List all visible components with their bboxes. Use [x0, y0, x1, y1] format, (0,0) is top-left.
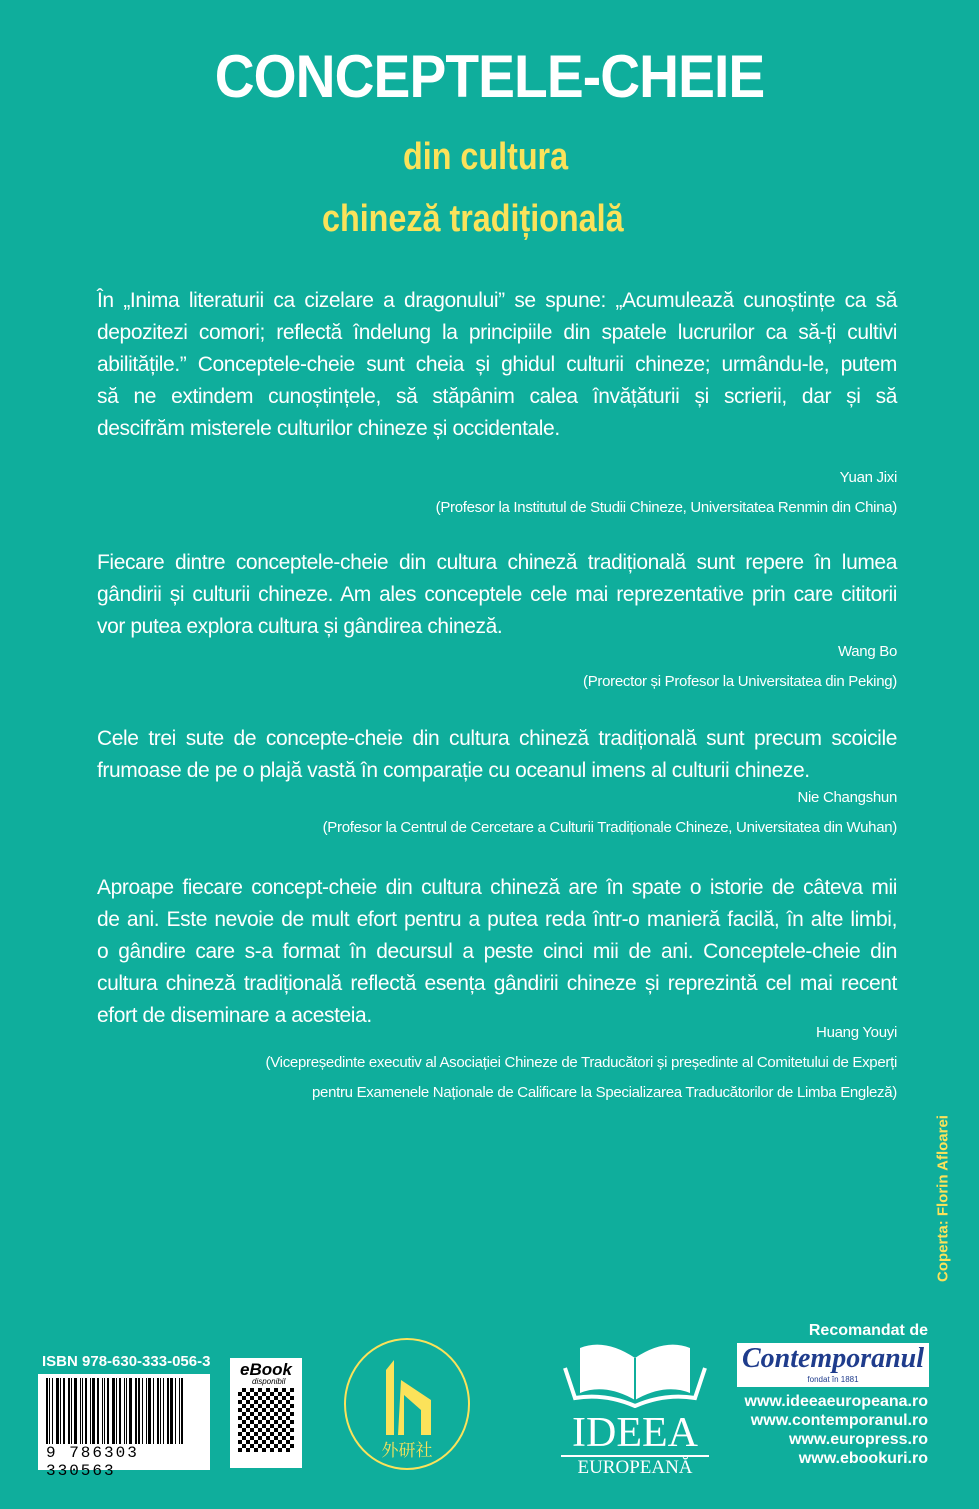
- quote-line: depozitezi comori; reflectă îndelung la principiile din spatele lucrurilor ca să-ți cultivi: [97, 321, 897, 344]
- barcode-bar: [80, 1378, 81, 1444]
- quote-line: frumoase de pe o plajă vastă în comparație cu oceanul imens al culturii chineze.: [97, 759, 810, 782]
- barcode-bar: [142, 1378, 143, 1444]
- barcode-bar: [63, 1378, 65, 1444]
- barcode-bars: [46, 1378, 202, 1444]
- contemporanul-logo: [737, 1343, 929, 1387]
- barcode-bar: [52, 1378, 53, 1444]
- barcode-bar: [102, 1378, 103, 1444]
- quote-line: Cele trei sute de concepte-cheie din cultura chineză tradițională sunt precum scoicile: [97, 727, 897, 750]
- quote-attribution: [266, 1018, 897, 1108]
- quote-line: Fiecare dintre conceptele-cheie din cultura chineză tradițională sunt repere în lumea: [97, 551, 897, 574]
- barcode-bar: [68, 1378, 70, 1444]
- barcode-bar: [148, 1378, 151, 1444]
- quote-line: Aproape fiecare concept-cheie din cultura chineză are în spate o istorie de câteva mii: [97, 876, 897, 899]
- barcode-bar: [179, 1378, 180, 1444]
- quote-attribution: [323, 783, 897, 843]
- quote-line: descifrăm misterele culturilor chineze și occidentale.: [97, 417, 560, 440]
- author-role: (Profesor la Institutul de Studii Chineze, Universitatea Renmin din China): [435, 499, 897, 516]
- barcode-bar: [170, 1378, 173, 1444]
- isbn: ISBN 978-630-333-056-3: [42, 1353, 211, 1370]
- barcode: [38, 1374, 210, 1480]
- url-link[interactable]: www.ebookuri.ro: [798, 1450, 928, 1467]
- barcode-bar: [129, 1378, 132, 1444]
- quote-line: cultura chineză tradițională reflectă esența gândirii chineze și reprezintă cel mai recent: [97, 972, 897, 995]
- quote-line: gândirii și culturii chineze. Am ales conceptele cele mai reprezentative prin care cititorii: [97, 583, 897, 606]
- barcode-bar: [92, 1378, 95, 1444]
- author-role: pentru Examenele Naționale de Calificare la Specializarea Traducătorilor de Limba Engleză): [311, 1084, 897, 1101]
- barcode-bar: [116, 1378, 117, 1444]
- contemporanul-name: Contemporanul: [741, 1343, 925, 1374]
- quote-attribution: [436, 463, 897, 523]
- barcode-bar: [74, 1378, 77, 1444]
- quote-line: o gândire care s-a format în decursul a peste cinci mii de ani. Conceptele-cheie din: [97, 940, 897, 963]
- quote-author: Yuan Jixi: [839, 469, 897, 486]
- barcode-bar: [135, 1378, 137, 1444]
- barcode-bar: [124, 1378, 125, 1444]
- quote-author: Nie Changshun: [797, 789, 897, 806]
- barcode-bar: [167, 1378, 169, 1444]
- contemporanul-sub: fondat în 1881: [807, 1375, 859, 1384]
- url-link[interactable]: www.europress.ro: [789, 1431, 928, 1448]
- cover-credit: Coperta: Florin Afloarei: [934, 1115, 952, 1282]
- ebook-sub: disponibil: [252, 1377, 286, 1386]
- quote-paragraph: [97, 547, 897, 643]
- subtitle-line-1: din cultura: [403, 136, 569, 178]
- barcode-bar: [153, 1378, 154, 1444]
- quote-line: vor putea explora cultura și gândirea chineză.: [97, 615, 503, 638]
- quote-author: Wang Bo: [837, 643, 897, 660]
- fltrp-seal-logo: [344, 1338, 470, 1470]
- barcode-bar: [163, 1378, 164, 1444]
- publisher-name: IDEEA: [572, 1410, 698, 1456]
- barcode-bar: [104, 1378, 105, 1444]
- barcode-bar: [97, 1378, 99, 1444]
- barcode-bar: [112, 1378, 115, 1444]
- quote-line: abilitățile.” Conceptele-cheie sunt cheia și ghidul culturii chineze; urmându-le, putem: [97, 353, 897, 376]
- quote-line: să ne extindem cunoștințele, să stăpânim calea învățăturii și scrierii, dar și să: [97, 385, 897, 408]
- quote-line: În „Inima literaturii ca cizelare a dragonului” se spune: „Acumulează cunoștințe ca să: [97, 289, 897, 312]
- recommended-label: Recomandat de: [808, 1322, 928, 1339]
- quote-attribution: [583, 637, 897, 697]
- barcode-bar: [85, 1378, 87, 1444]
- barcode-number: 9 786303 330563: [46, 1444, 139, 1480]
- open-book-icon: [555, 1338, 715, 1408]
- author-role: (Vicepreședinte executiv al Asociației Chineze de Traducători și președinte al Comitetului de Experți: [265, 1054, 897, 1071]
- barcode-bar: [82, 1378, 83, 1444]
- ideea-europeana-logo: [555, 1338, 715, 1478]
- author-role: (Profesor la Centrul de Cercetare a Culturii Tradiționale Chineze, Universitatea din Wuhan): [322, 819, 897, 836]
- ebook-badge: [230, 1358, 302, 1468]
- barcode-bar: [71, 1378, 72, 1444]
- ebook-title: eBook: [240, 1360, 292, 1379]
- seal-chinese-text: 外研社: [381, 1441, 433, 1461]
- barcode-bar: [138, 1378, 140, 1444]
- publisher-sub: EUROPEANĂ: [561, 1455, 709, 1479]
- quote-author: Huang Youyi: [816, 1024, 897, 1041]
- barcode-bar: [90, 1378, 91, 1444]
- barcode-bar: [160, 1378, 161, 1444]
- author-role: (Prorector și Profesor la Universitatea din Peking): [583, 673, 897, 690]
- url-link[interactable]: www.ideeaeuropeana.ro: [744, 1393, 928, 1410]
- barcode-bar: [146, 1378, 147, 1444]
- barcode-bar: [119, 1378, 121, 1444]
- book-title: CONCEPTELE-CHEIE: [214, 43, 765, 110]
- barcode-bar: [107, 1378, 109, 1444]
- barcode-bar: [60, 1378, 61, 1444]
- quote-paragraph: [97, 872, 897, 1032]
- barcode-bar: [49, 1378, 50, 1444]
- qr-code-icon: [238, 1388, 294, 1452]
- quote-line: efort de diseminare a acesteia.: [97, 1004, 372, 1027]
- url-list: [745, 1392, 928, 1468]
- barcode-bar: [175, 1378, 176, 1444]
- url-link[interactable]: www.contemporanul.ro: [750, 1412, 928, 1429]
- barcode-bar: [56, 1378, 59, 1444]
- barcode-bar: [181, 1378, 183, 1444]
- subtitle-line-2: chineză tradițională: [322, 198, 624, 240]
- quote-paragraph: [97, 285, 897, 445]
- barcode-bar: [126, 1378, 127, 1444]
- quote-paragraph: [97, 723, 897, 787]
- quote-line: de ani. Este nevoie de mult efort pentru a putea reda într-o manieră facilă, în alte limbi,: [97, 908, 897, 931]
- barcode-bar: [157, 1378, 159, 1444]
- barcode-bar: [46, 1378, 48, 1444]
